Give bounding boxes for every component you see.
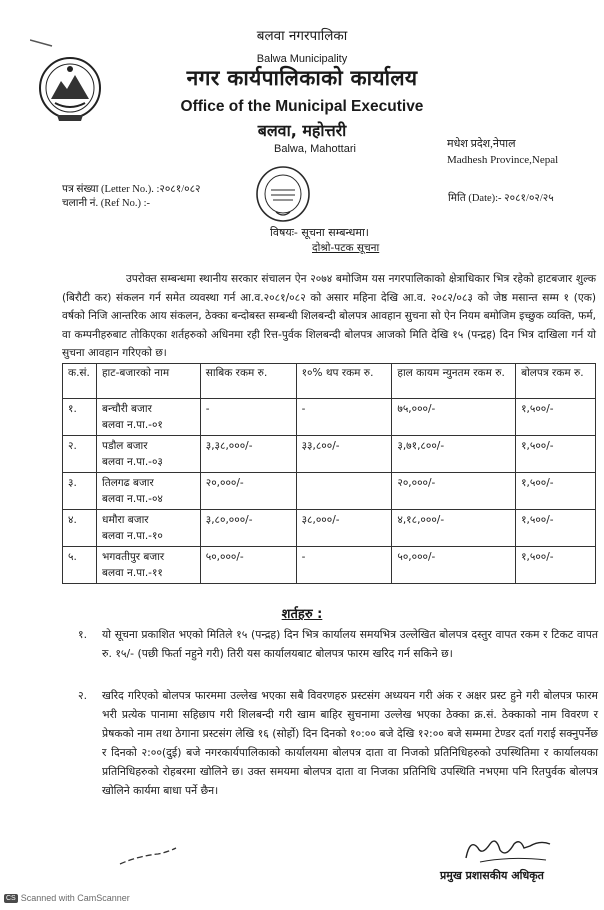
province-en: Madhesh Province,Nepal xyxy=(447,154,559,166)
condition-item xyxy=(78,625,598,663)
cell-serial: ३. xyxy=(63,473,97,510)
cell-bid-fee: १,५००/- xyxy=(516,399,596,436)
header-current-minimum: हाल कायम न्युनतम रकम रु. xyxy=(392,364,516,399)
header-market-name: हाट-बजारको नाम xyxy=(96,364,200,399)
camscanner-logo-icon: CS xyxy=(6,895,16,903)
cell-ten-percent-extra: - xyxy=(296,399,392,436)
header-bid-fee: बोलपत्र रकम रु. xyxy=(516,364,596,399)
conditions-title: शर्तहरु : xyxy=(281,607,323,622)
officer-title: प्रमुख प्रशासकीय अधिकृत xyxy=(440,869,544,882)
cell-ten-percent-extra xyxy=(296,473,392,510)
left-signature-mark xyxy=(118,846,178,868)
reference-number: चलानी नं. (Ref No.) :- xyxy=(62,198,151,209)
letter-number: पत्र संख्या (Letter No.). :२०८१/०८२ xyxy=(62,184,201,195)
location-en: Balwa, Mahottari xyxy=(274,143,356,155)
nepal-emblem-logo xyxy=(37,55,103,125)
subject-line: विषयः- सूचना सम्बन्धमा। xyxy=(270,226,369,239)
condition-item xyxy=(78,686,598,800)
province-np: मधेश प्रदेश,नेपाल xyxy=(447,138,516,150)
cell-market-name: तिलगढ बजार बलवा न.पा.-०४ xyxy=(96,473,200,510)
cell-serial: ५. xyxy=(63,547,97,584)
scanner-watermark xyxy=(4,893,130,903)
condition-text: यो सूचना प्रकाशित भएको मितिले १५ (पन्द्रह) दिन भित्र कार्यालय समयभित्र उल्लेखित बोलपत्र दस्तुर वापत रकम र टिकट वापत रु. १५/- (पछी फिर्ता नहुने गरी) तिरी यस कार्यालयबाट बोलपत्र फारम खरिद गर्न सकिने छ। xyxy=(102,628,598,660)
watermark-text: Scanned with CamScanner xyxy=(20,893,130,903)
cell-market-name: पडौल बजार बलवा न.पा.-०३ xyxy=(96,436,200,473)
office-title-np: नगर कार्यपालिकाको कार्यालय xyxy=(186,66,418,90)
table-row xyxy=(63,399,596,436)
table-row xyxy=(63,547,596,584)
cell-ten-percent-extra: ३३,८००/- xyxy=(296,436,392,473)
office-stamp-icon xyxy=(254,164,312,224)
cell-current-minimum: ३,७१,८००/- xyxy=(392,436,516,473)
cell-bid-fee: १,५००/- xyxy=(516,510,596,547)
cell-previous-amount: ३,३८,०००/- xyxy=(200,436,296,473)
municipality-name-en: Balwa Municipality xyxy=(256,53,348,65)
header-ten-percent-extra: १०% थप रकम रु. xyxy=(296,364,392,399)
cell-bid-fee: १,५००/- xyxy=(516,547,596,584)
cell-previous-amount: ५०,०००/- xyxy=(200,547,296,584)
cell-serial: ४. xyxy=(63,510,97,547)
table-row xyxy=(63,510,596,547)
cell-bid-fee: १,५००/- xyxy=(516,436,596,473)
market-bid-table xyxy=(62,363,596,584)
table-row xyxy=(63,436,596,473)
office-title-en: Office of the Municipal Executive xyxy=(180,98,424,115)
condition-number: २. xyxy=(78,689,88,702)
intro-paragraph: उपरोक्त सम्बन्धमा स्थानीय सरकार संचालन ऐन २०७४ बमोजिम यस नगरपालिकाको क्षेत्राधिकार भित्र रहेको हाटबजार शुल्क (बिरौटी कर) संकलन गर्न समेत व्यवस्था गर्न आ.व.२०८१/०८२ को असार महिना देखि आ.व. २०८२/०८३ को जेष्ठ मसान्त सम्म १ (एक) वर्षको निजि आन्तरिक आय संकलन, ठेक्का बन्दोबस्त सम्बन्धी शिलबन्दी बोलपत्र आवहान सुचना सो ऐन नियम बमोजिम इच्छुक व्यक्ति, फर्म, वा कम्पनीहरुबाट तोकिएका शर्तहरुको अधिनमा रही रित्त-पुर्वक शिलबन्दी बोलपत्र आजको मिति देखि १५ (पन्द्रह) दिन भित्र दाखिला गर्न यो सुचना आवहान गरिएको छ। xyxy=(62,273,596,359)
cell-current-minimum: ५०,०००/- xyxy=(392,547,516,584)
cell-previous-amount: ३,८०,०००/- xyxy=(200,510,296,547)
cell-current-minimum: ४,१८,०००/- xyxy=(392,510,516,547)
municipality-name-np: बलवा नगरपालिका xyxy=(256,28,348,44)
document-date: मिति (Date):- २०८१/०२/२५ xyxy=(448,193,554,204)
cell-market-name: बन्चौरी बजार बलवा न.पा.-०१ xyxy=(96,399,200,436)
cell-serial: २. xyxy=(63,436,97,473)
cell-bid-fee: १,५००/- xyxy=(516,473,596,510)
cell-current-minimum: २०,०००/- xyxy=(392,473,516,510)
cell-current-minimum: ७५,०००/- xyxy=(392,399,516,436)
table-header-row xyxy=(63,364,596,399)
condition-text: खरिद गरिएको बोलपत्र फारममा उल्लेख भएका सबै विवरणहरु प्रस्टसंग अध्ययन गरी अंक र अक्षर प्रस्ट हुने गरी बोलपत्र फारम भरी प्रत्येक पानामा सहिछाप गरी शिलबन्दी गरी खाम बाहिर सुचनामा उल्लेख भएका ठेक्का क्र.सं. ठेक्काको नाम विवरण र प्रेषकको नाम तथा ठेगाना प्रस्टसंग लेखि १६ (सोर्हो) दिन दिनको १०:०० बजे देखि १२:०० बजे सम्ममा टेण्डर दर्ता गराई सक्नुपर्नेछ र दिनको २:००(दुई) बजे नगरकार्यपालिकाको कार्यालयमा बोलपत्र दाता वा निजको प्रतिनिधिहरुको उपस्थितिमा र कार्यालयका प्रतिनिधिहरुको रोहबरमा खोलिने छ। उक्त समयमा बोलपत्र दाता वा निजका प्रतिनिधि उपस्थिति नभएमा पनि रितपुर्वक बोलपत्र खोलिने कार्यमा बाधा पर्ने छैन। xyxy=(102,689,598,797)
cell-market-name: धमौरा बजार बलवा न.पा.-१० xyxy=(96,510,200,547)
header-previous-amount: साबिक रकम रु. xyxy=(200,364,296,399)
cell-previous-amount: २०,०००/- xyxy=(200,473,296,510)
location-np: बलवा, महोत्तरी xyxy=(257,121,347,140)
notice-title: दोश्रो-पटक सूचना xyxy=(312,242,380,254)
condition-number: १. xyxy=(78,628,88,641)
cell-ten-percent-extra: ३८,०००/- xyxy=(296,510,392,547)
cell-market-name: भगवतीपुर बजार बलवा न.पा.-११ xyxy=(96,547,200,584)
officer-signature xyxy=(460,834,556,868)
cell-serial: १. xyxy=(63,399,97,436)
cell-previous-amount: - xyxy=(200,399,296,436)
table-row xyxy=(63,473,596,510)
header-serial: क.सं. xyxy=(63,364,97,399)
pen-mark-icon xyxy=(30,38,54,48)
cell-ten-percent-extra: - xyxy=(296,547,392,584)
